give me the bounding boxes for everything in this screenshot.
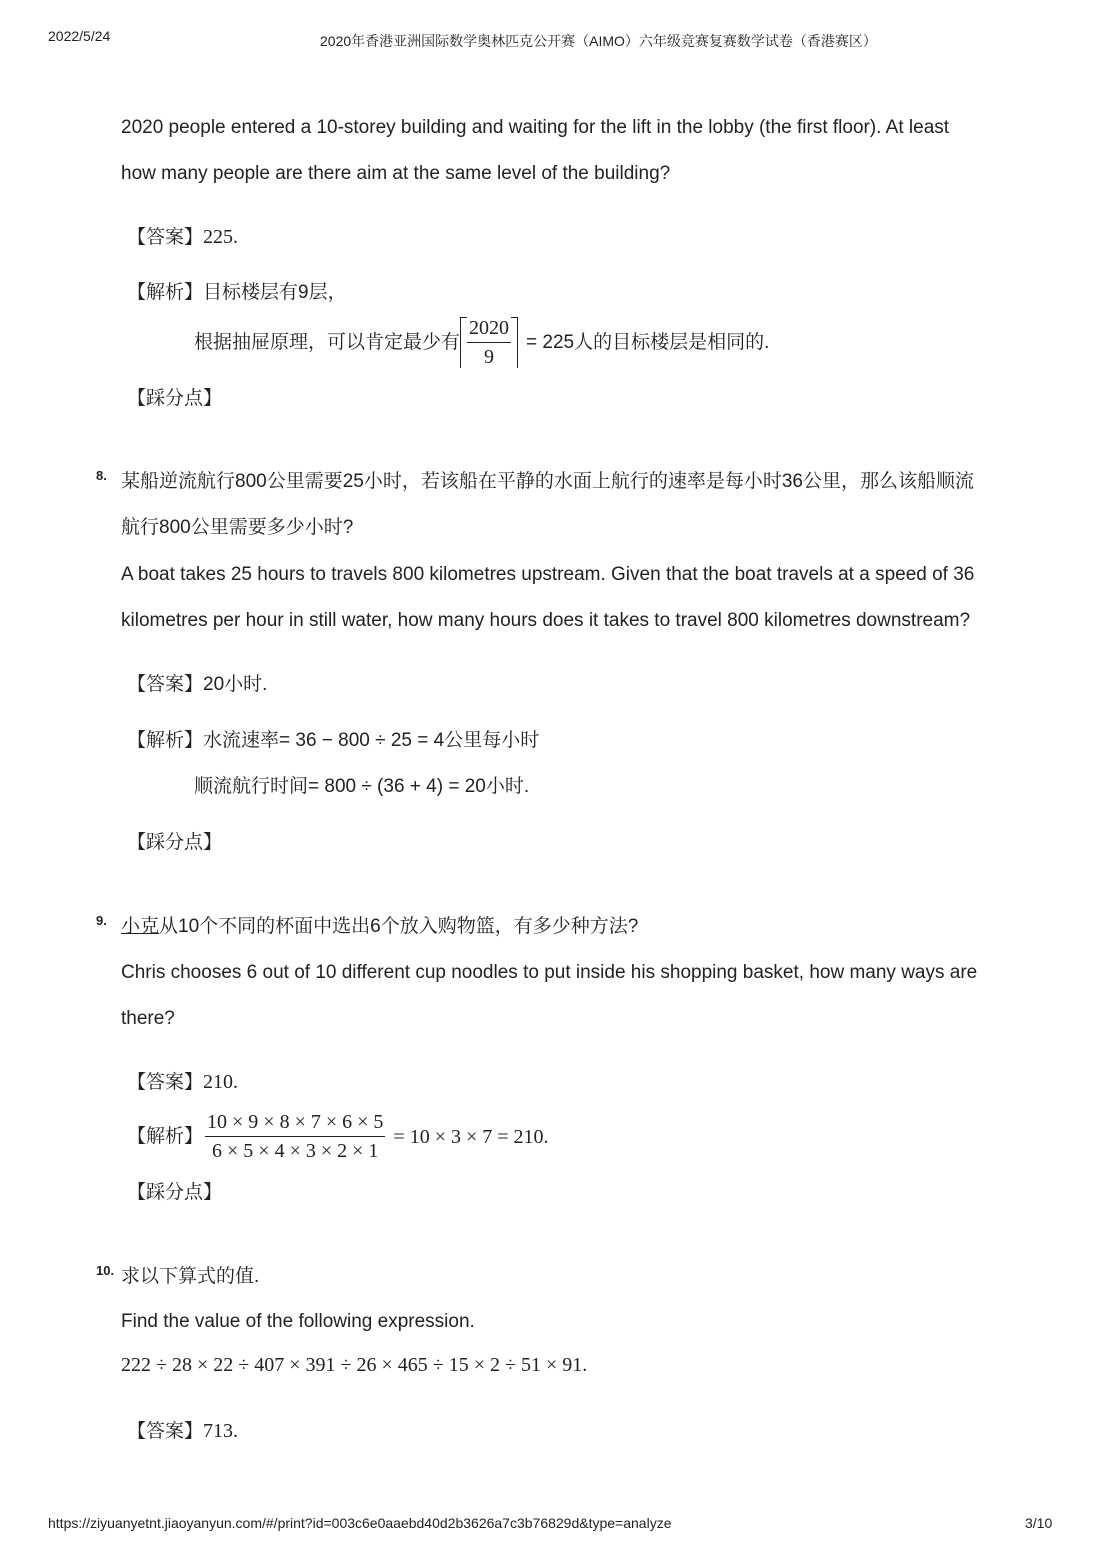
q7-scoring-points: 【踩分点】 — [127, 388, 223, 409]
q10-answer — [127, 1419, 238, 1444]
analysis-text: 根据抽屉原理，可以肯定最少有 — [194, 331, 461, 353]
fraction — [467, 314, 511, 371]
print-date: 2022/5/24 — [48, 28, 111, 44]
q8-chinese-line-1: 某船逆流航行800公里需要25小时，若该船在平静的水面上航行的速率是每小时36公里，那么该船顺流 — [121, 471, 974, 492]
answer-value: 210. — [203, 1071, 239, 1093]
analysis-text: 水流速率= 36 − 800 ÷ 25 = 4公里每小时 — [203, 730, 540, 751]
analysis-result: = 10 × 3 × 7 = 210. — [393, 1125, 549, 1148]
answer-label: 【答案】 — [127, 1421, 204, 1442]
q10-number: 10. — [96, 1263, 115, 1278]
analysis-text: = 225人的目标楼层是相同的. — [526, 331, 770, 353]
q10-english-line-1: Find the value of the following expression. — [121, 1311, 475, 1332]
q9-english-line-2: there? — [121, 1008, 175, 1029]
answer-value: 225. — [203, 226, 239, 248]
q7-analysis-line-2 — [194, 314, 769, 371]
document-title: 2020年香港亚洲国际数学奥林匹克公开赛（AIMO）六年级竞赛复赛数学试卷（香港赛区） — [320, 33, 877, 49]
q7-english-line-1: 2020 people entered a 10-storey building and waiting for the lift in the lobby (the first floor). At least — [121, 117, 950, 138]
fraction-numerator: 10 × 9 × 8 × 7 × 6 × 5 — [205, 1108, 385, 1137]
fraction — [205, 1108, 385, 1165]
q8-number: 8. — [96, 468, 107, 483]
analysis-label: 【解析】 — [127, 1125, 204, 1147]
q8-english-line-2: kilometres per hour in still water, how many hours does it takes to travel 800 kilometres downstream? — [121, 610, 971, 631]
q7-english-line-2: how many people are there aim at the same level of the building? — [121, 163, 671, 184]
answer-label: 【答案】 — [127, 1072, 204, 1093]
answer-label: 【答案】 — [127, 674, 204, 695]
fraction-denominator: 9 — [484, 346, 495, 368]
q8-english-line-1: A boat takes 25 hours to travels 800 kilometres upstream. Given that the boat travels at a speed of 36 — [121, 564, 975, 585]
fraction-numerator: 2020 — [467, 314, 511, 343]
q9-answer — [127, 1070, 238, 1095]
answer-value: 713. — [203, 1420, 239, 1442]
ceiling-left-bracket — [460, 317, 467, 368]
q8-chinese-line-2: 航行800公里需要多少小时? — [121, 517, 354, 538]
ceiling-right-bracket — [511, 317, 518, 368]
page-number: 3/10 — [1025, 1515, 1053, 1531]
fraction-denominator: 6 × 5 × 4 × 3 × 2 × 1 — [212, 1140, 379, 1162]
q10-expression: 222 ÷ 28 × 22 ÷ 407 × 391 ÷ 26 × 465 ÷ 15 × 2 ÷ 51 × 91. — [121, 1354, 588, 1376]
page-url: https://ziyuanyetnt.jiaoyanyun.com/#/print?id=003c6e0aaebd40d2b3626a7c3b76829d&type=analyze — [48, 1515, 672, 1531]
q7-analysis-line-1 — [127, 281, 347, 305]
q9-number: 9. — [96, 913, 107, 928]
analysis-label: 【解析】 — [127, 730, 204, 751]
q8-analysis-line-1 — [127, 729, 539, 753]
question-text: 从10个不同的杯面中选出6个放入购物篮，有多少种方法? — [159, 916, 639, 937]
q10-chinese-line-1: 求以下算式的值. — [121, 1266, 260, 1287]
ceiling-expression — [460, 314, 518, 371]
q8-scoring-points: 【踩分点】 — [127, 832, 223, 853]
q9-english-line-1: Chris chooses 6 out of 10 different cup noodles to put inside his shopping basket, how many ways are — [121, 962, 978, 983]
person-name: 小克 — [121, 916, 160, 937]
q7-answer — [127, 225, 238, 250]
analysis-text: 目标楼层有9层， — [203, 282, 347, 303]
q9-scoring-points: 【踩分点】 — [127, 1182, 223, 1203]
answer-value: 20小时. — [203, 674, 268, 695]
answer-label: 【答案】 — [127, 227, 204, 248]
q9-analysis — [127, 1108, 549, 1165]
q8-answer — [127, 673, 267, 697]
q8-analysis-line-2: 顺流航行时间= 800 ÷ (36 + 4) = 20小时. — [194, 776, 530, 797]
analysis-label: 【解析】 — [127, 282, 204, 303]
q9-chinese-line-1 — [121, 915, 638, 939]
